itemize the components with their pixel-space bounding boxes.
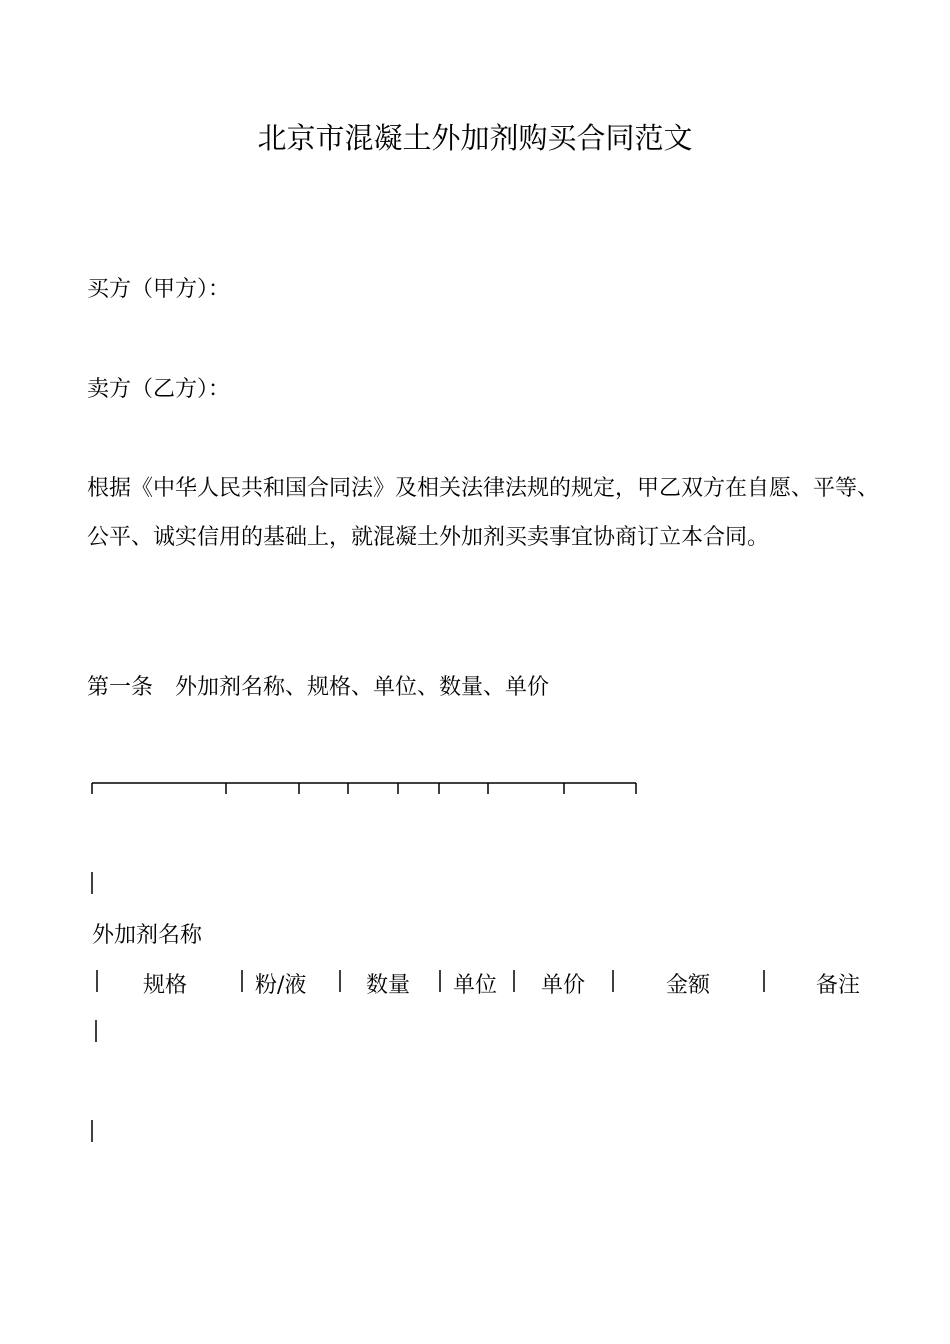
table-header-amount: 金额 [666, 973, 711, 998]
buyer-label: 买方（甲方）： [87, 277, 231, 302]
table-header-form: 粉/液 [255, 973, 307, 998]
table-header-remarks: 备注 [816, 973, 861, 998]
seller-label: 卖方（乙方）： [87, 377, 231, 402]
table-header-quantity: 数量 [366, 973, 411, 998]
table-header-spec: 规格 [143, 973, 188, 998]
document-title: 北京市混凝土外加剂购买合同范文 [257, 121, 693, 155]
article-1-heading: 第一条 外加剂名称、规格、单位、数量、单价 [87, 675, 550, 700]
table-header-unit-price: 单价 [541, 973, 586, 998]
table-header-name: 外加剂名称 [92, 923, 203, 948]
table-header-unit: 单位 [453, 973, 498, 998]
intro-paragraph: 根据《中华人民共和国合同法》及相关法律法规的规定，甲乙双方在自愿、平等、公平、诚实信用的基础上，就混凝土外加剂买卖事宜协商订立本合同。 [87, 476, 880, 550]
